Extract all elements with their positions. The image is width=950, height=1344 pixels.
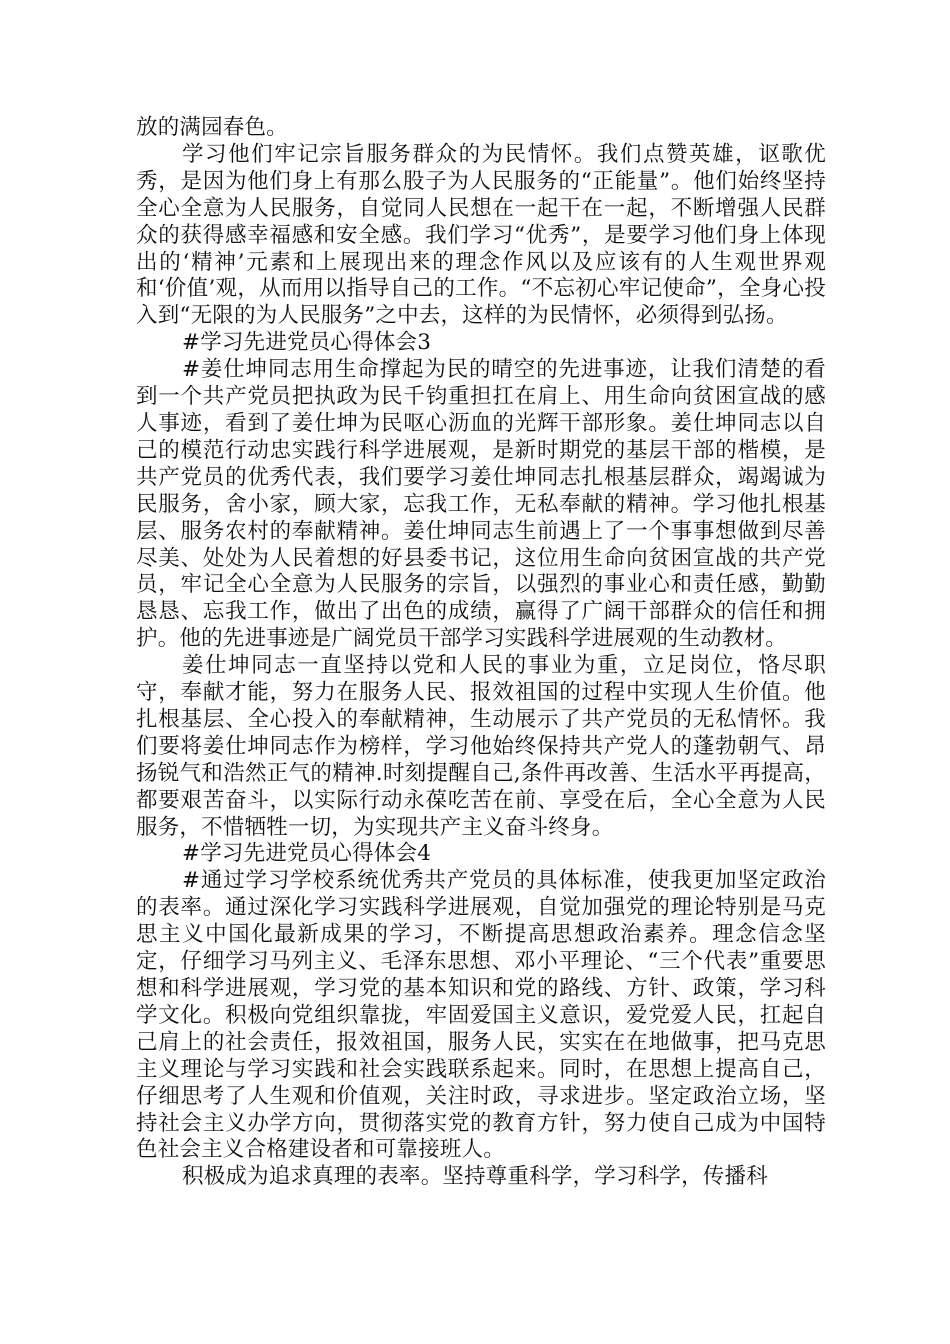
paragraph-5: #通过学习学校系统优秀共产党员的具体标准，使我更加坚定政治的表率。通过深化学习实践科学进展观，自觉加强党的理论特别是马克思主义中国化最新成果的学习，不断提高思想政治素养。理念信念坚定，仔细学习马列主义、毛泽东思想、邓小平理论、“三个代表”重要思想和科学进展观，学习党的基本知识和党的路线、方针、政策，学习科学文化。积极向党组织靠拢，牢固爱国主义意识，爱党爱人民，扛起自己肩上的社会责任，报效祖国，服务人民，实实在在地做事，把马克思主义理论与学习实践和社会实践联系起来。同时，在思想上提高自己，仔细思考了人生观和价值观，关注时政，寻求进步。坚定政治立场，坚持社会主义办学方向，贯彻落实党的教育方针，努力使自己成为中国特色社会主义合格建设者和可靠接班人。 [136,868,826,1163]
paragraph-4: 姜仕坤同志一直坚持以党和人民的事业为重，立足岗位，恪尽职守，奉献才能，努力在服务人民、报效祖国的过程中实现人生价值。他扎根基层、全心投入的奉献精神，生动展示了共产党员的无私情怀。我们要将姜仕坤同志作为榜样，学习他始终保持共产党人的蓬勃朝气、昂扬锐气和浩然正气的精神.时刻提醒自己,条件再改善、生活水平再提高，都要艰苦奋斗，以实际行动永葆吃苦在前、享受在后，全心全意为人民服务，不惜牺牲一切，为实现共产主义奋斗终身。 [136,653,826,840]
document-body [136,115,826,1191]
paragraph-3: #姜仕坤同志用生命撑起为民的晴空的先进事迹，让我们清楚的看到一个共产党员把执政为民千钧重担扛在肩上、用生命向贫困宣战的感人事迹，看到了姜仕坤为民呕心沥血的光辉干部形象。姜仕坤同志以自己的模范行动忠实践行科学进展观，是新时期党的基层干部的楷模，是共产党员的优秀代表，我们要学习姜仕坤同志扎根基层群众，竭竭诚为民服务，舍小家，顾大家，忘我工作，无私奉献的精神。学习他扎根基层、服务农村的奉献精神。姜仕坤同志生前遇上了一个事事想做到尽善尽美、处处为人民着想的好县委书记，这位用生命向贫困宣战的共产党员，牢记全心全意为人民服务的宗旨，以强烈的事业心和责任感，勤勤恳恳、忘我工作，做出了出色的成绩，赢得了广阔干部群众的信任和拥护。他的先进事迹是广阔党员干部学习实践科学进展观的生动教材。 [136,357,826,652]
section-heading-3: #学习先进党员心得体会3 [182,330,432,356]
paragraph-6: 积极成为追求真理的表率。坚持尊重科学，学习科学，传播科 [182,1164,768,1190]
section-heading-4: #学习先进党员心得体会4 [182,841,432,867]
paragraph-2: 学习他们牢记宗旨服务群众的为民情怀。我们点赞英雄，讴歌优秀，是因为他们身上有那么股子为人民服务的“正能量”。他们始终坚持全心全意为人民服务，自觉同人民想在一起干在一起，不断增强人民群众的获得感幸福感和安全感。我们学习“优秀”，是要学习他们身上体现出的‘精神’元素和上展现出来的理念作风以及应该有的人生观世界观和‘价值’观，从而用以指导自己的工作。“不忘初心牢记使命”，全身心投入到“无限的为人民服务”之中去，这样的为民情怀，必须得到弘扬。 [136,141,826,329]
paragraph-1: 放的满园春色。 [136,115,288,140]
